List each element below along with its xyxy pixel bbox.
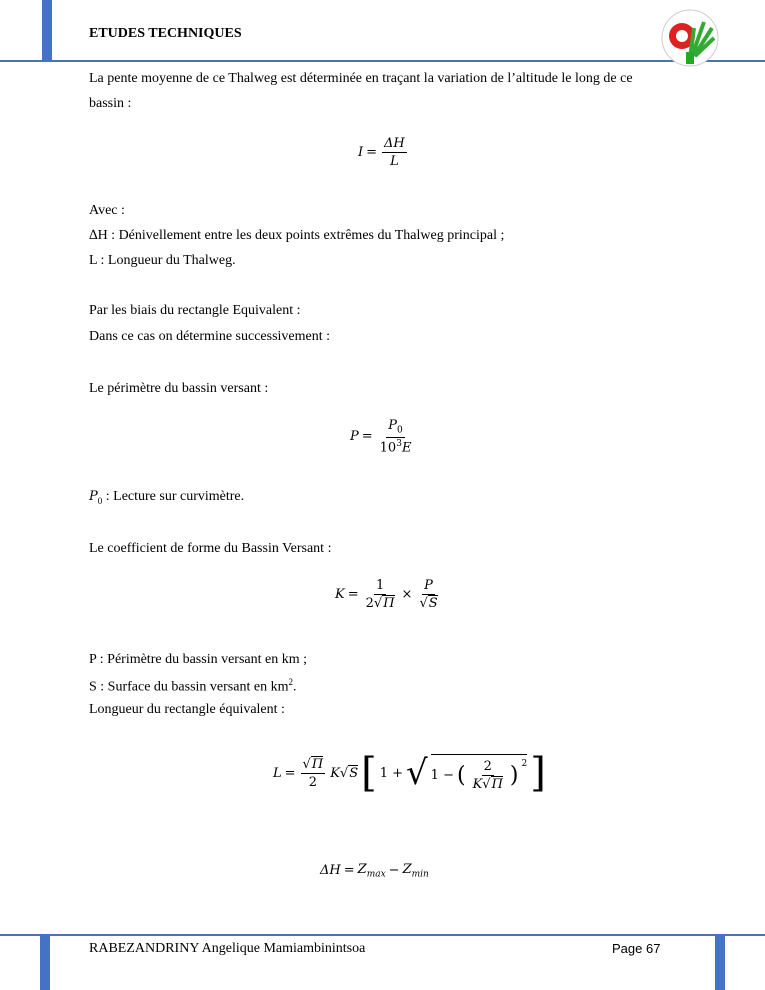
formula-eq: = bbox=[366, 145, 378, 160]
left-bracket: [ bbox=[361, 750, 377, 796]
numerator: P bbox=[388, 418, 398, 433]
exponent: 2 bbox=[521, 759, 528, 769]
paragraph-line: Le coefficient de forme du Bassin Versant : bbox=[89, 541, 332, 556]
subscript: 0 bbox=[97, 495, 103, 506]
definition-p0 bbox=[89, 489, 244, 506]
radicand: Π bbox=[311, 756, 324, 772]
formula-eq: = bbox=[343, 863, 355, 879]
footer-rule bbox=[0, 934, 765, 936]
right-paren: ) bbox=[509, 763, 519, 788]
left-paren: ( bbox=[456, 763, 466, 788]
paragraph-line: La pente moyenne de ce Thalweg est déterminée en traçant la variation de l’altitude le long de ce bbox=[89, 71, 633, 86]
formula-perimeter bbox=[350, 418, 415, 455]
formula-lhs: L bbox=[273, 765, 282, 781]
symbol: P bbox=[89, 489, 98, 504]
numerator: 1 bbox=[375, 578, 385, 593]
formula-eq: = bbox=[284, 765, 296, 781]
variable: Z bbox=[402, 862, 412, 877]
formula-lhs: ΔH bbox=[320, 863, 341, 879]
formula-elevation-difference bbox=[320, 862, 429, 880]
sqrt-sign: √ bbox=[302, 756, 311, 772]
numerator: P bbox=[424, 578, 433, 593]
formula-eq: = bbox=[347, 587, 359, 602]
paragraph-line: Le périmètre du bassin versant : bbox=[89, 381, 269, 396]
sqrt-sign: √ bbox=[406, 753, 428, 793]
numerator: ΔH bbox=[384, 136, 405, 151]
minus: − bbox=[388, 863, 400, 879]
variable: Z bbox=[357, 862, 367, 877]
paragraph-line: Longueur du rectangle équivalent : bbox=[89, 702, 285, 717]
header-rule bbox=[0, 60, 765, 62]
term: 1 + bbox=[379, 765, 403, 781]
denominator: 10 bbox=[379, 439, 397, 455]
subscript: 0 bbox=[397, 425, 403, 436]
formula-shape-coefficient bbox=[335, 578, 442, 611]
formula-rectangle-length bbox=[273, 745, 546, 801]
right-bracket: ] bbox=[530, 750, 546, 796]
page-number: Page 67 bbox=[612, 941, 661, 956]
footer-accent-bar-left bbox=[40, 934, 50, 990]
header-accent-bar bbox=[42, 0, 52, 61]
radicand: Π bbox=[491, 777, 503, 792]
formula-lhs: P bbox=[350, 428, 359, 444]
definition-s bbox=[89, 677, 296, 696]
subscript: min bbox=[411, 869, 429, 880]
denominator: 2 bbox=[308, 774, 317, 790]
term: 1 − bbox=[430, 768, 454, 783]
paragraph-line: bassin : bbox=[89, 96, 132, 111]
superscript: 2 bbox=[288, 677, 293, 687]
section-heading: Par les biais du rectangle Equivalent : bbox=[89, 303, 301, 318]
denominator-var: E bbox=[401, 439, 412, 455]
paragraph-line: Dans ce cas on détermine successivement : bbox=[89, 329, 331, 344]
definition-dh: ∆H : Dénivellement entre les deux points extrêmes du Thalweg principal ; bbox=[89, 228, 505, 243]
definition-l: L : Longueur du Thalweg. bbox=[89, 253, 236, 268]
definition-text: : Lecture sur curvimètre. bbox=[102, 489, 245, 504]
subscript: max bbox=[366, 869, 386, 880]
superscript: 3 bbox=[396, 438, 402, 449]
denominator: L bbox=[390, 154, 399, 169]
formula-lhs: I bbox=[358, 145, 364, 160]
definition-p: P : Périmètre du bassin versant en km ; bbox=[89, 652, 307, 667]
denominator: √ bbox=[419, 596, 428, 611]
times: × bbox=[401, 587, 413, 602]
k-sqrt: K√ bbox=[330, 765, 349, 781]
footer-accent-bar-right bbox=[715, 934, 725, 990]
denominator: 2√ bbox=[365, 596, 383, 611]
formula-lhs: K bbox=[335, 587, 345, 602]
radicand: Π bbox=[383, 596, 395, 611]
radicand: S bbox=[428, 596, 438, 611]
header-title: ETUDES TECHNIQUES bbox=[89, 26, 242, 41]
footer-author: RABEZANDRINY Angelique Mamiambinintsoa bbox=[89, 941, 366, 956]
label-avec: Avec : bbox=[89, 203, 125, 218]
radicand: S bbox=[349, 765, 359, 781]
punctuation: . bbox=[292, 679, 297, 695]
formula-eq: = bbox=[361, 428, 373, 444]
formula-slope bbox=[358, 136, 409, 169]
numerator: 2 bbox=[483, 759, 492, 774]
definition-text: S : Surface du bassin versant en km bbox=[89, 679, 289, 695]
denominator: K√ bbox=[472, 777, 491, 792]
university-logo bbox=[660, 8, 720, 68]
